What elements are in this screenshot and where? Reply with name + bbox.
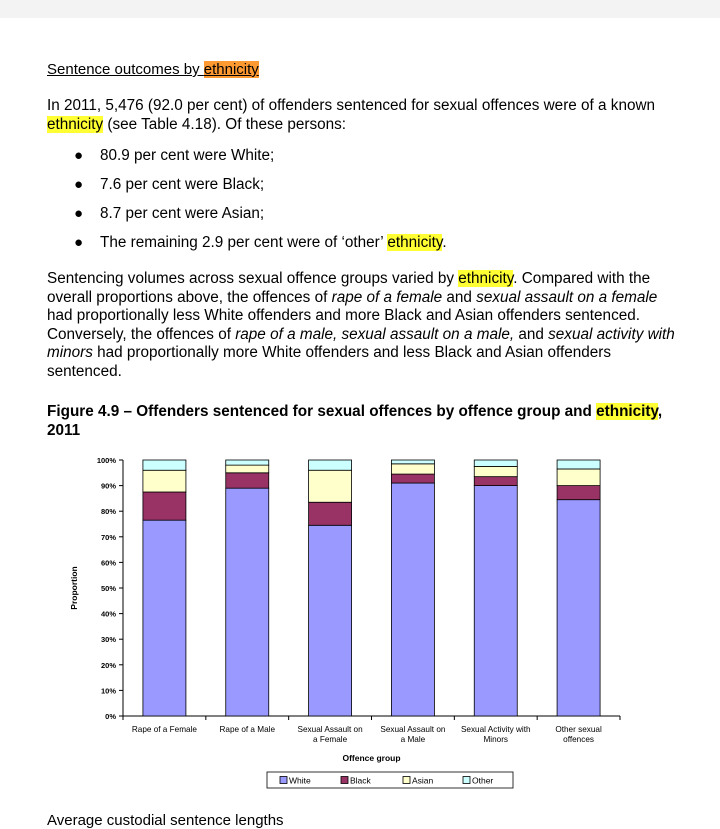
y-axis-title: Proportion [69,566,79,610]
search-highlight: ethnicity [47,115,104,133]
y-tick-label: 90% [100,481,116,491]
y-tick-label: 40% [100,609,116,619]
legend-label: Black [350,775,371,786]
bar-segment-other [391,460,434,464]
bar-segment-white [557,500,600,716]
bar-segment-black [557,486,600,500]
list-item: ● 7.6 per cent were Black; [47,174,687,203]
bullet-icon: ● [74,205,84,222]
list-item: ● The remaining 2.9 per cent were of ‘other’ ethnicity. [47,232,687,261]
y-tick-label: 0% [105,712,116,721]
search-highlight: ethnicity [387,234,443,251]
x-tick-label: Other sexual [555,725,602,734]
search-highlight: ethnicity [458,270,514,287]
bar-segment-white [391,483,434,716]
bar-segment-black [474,477,517,486]
bar-segment-asian [226,465,269,473]
intro-paragraph: In 2011, 5,476 (92.0 per cent) of offenders sentenced for sexual offences were of a known ethnicity (see Table 4.18). Of these persons: [47,97,656,133]
search-highlight: ethnicity [203,61,259,78]
search-highlight: ethnicity [596,403,658,420]
bar-segment-other [557,460,600,469]
legend-swatch-black [341,777,348,784]
bar-segment-other [309,460,352,470]
bar-segment-asian [309,470,352,502]
y-tick-label: 10% [100,686,116,696]
y-tick-label: 100% [96,456,116,465]
x-tick-label: offences [563,735,594,744]
bar-segment-asian [391,464,434,474]
stacked-bar-chart [60,448,660,793]
y-tick-label: 60% [100,558,116,568]
section-heading: Sentence outcomes by ethnicity [47,61,259,78]
x-tick-label: Sexual Activity with [460,725,531,734]
legend-label: Other [472,775,494,786]
y-tick-label: 70% [100,532,116,542]
bullet-icon: ● [74,234,84,251]
bar-segment-white [309,525,352,716]
next-section-heading: Average custodial sentence lengths [47,812,284,829]
x-tick-label: Rape of a Male [219,725,276,734]
bar-segment-other [143,460,186,470]
bar-segment-asian [474,466,517,476]
list-item: ● 80.9 per cent were White; [47,145,687,174]
bar-segment-asian [557,469,600,486]
legend-swatch-asian [403,777,410,784]
legend-swatch-white [280,777,287,784]
x-tick-label: Sexual Assault on [297,725,363,734]
bar-segment-black [309,502,352,525]
bar-segment-black [226,473,269,488]
bar-segment-black [143,492,186,520]
bar-segment-white [474,486,517,716]
x-axis-title: Offence group [342,753,401,763]
ethnicity-bullet-list [47,145,687,261]
bullet-icon: ● [74,147,84,164]
x-tick-label: Minors [483,735,509,744]
viewer-top-bar [0,0,720,18]
bar-segment-other [474,460,517,466]
bar-segment-white [226,488,269,716]
list-item: ● 8.7 per cent were Asian; [47,203,687,232]
x-tick-label: a Male [400,735,426,744]
sentencing-paragraph: Sentencing volumes across sexual offence groups varied by ethnicity. Compared with the overall proportions above, the offences of rape of a female and sexual assault on a female had proportionally less White offenders and more Black and Asian offenders sentenced. Conversely, the offences of rape of a male, sexual assault on a male, and sexual activity with minors had proportionally more White offenders and less Black and Asian offenders sentenced. [47,270,675,380]
y-tick-label: 30% [100,635,116,645]
legend-swatch-other [463,777,470,784]
y-tick-label: 50% [100,584,116,593]
bar-segment-white [143,520,186,716]
bullet-icon: ● [74,176,84,193]
bar-segment-asian [143,470,186,492]
y-tick-label: 80% [100,507,116,517]
y-tick-label: 20% [100,660,116,670]
bar-segment-other [226,460,269,465]
x-tick-label: Sexual Assault on [380,725,446,734]
figure-title: Figure 4.9 – Offenders sentenced for sexual offences by offence group and ethnicity, 2011 [47,403,663,439]
x-tick-label: Rape of a Female [131,725,197,734]
legend-label: Asian [412,775,434,786]
legend-label: White [289,775,311,786]
bar-segment-black [391,474,434,483]
x-tick-label: a Female [313,735,348,744]
